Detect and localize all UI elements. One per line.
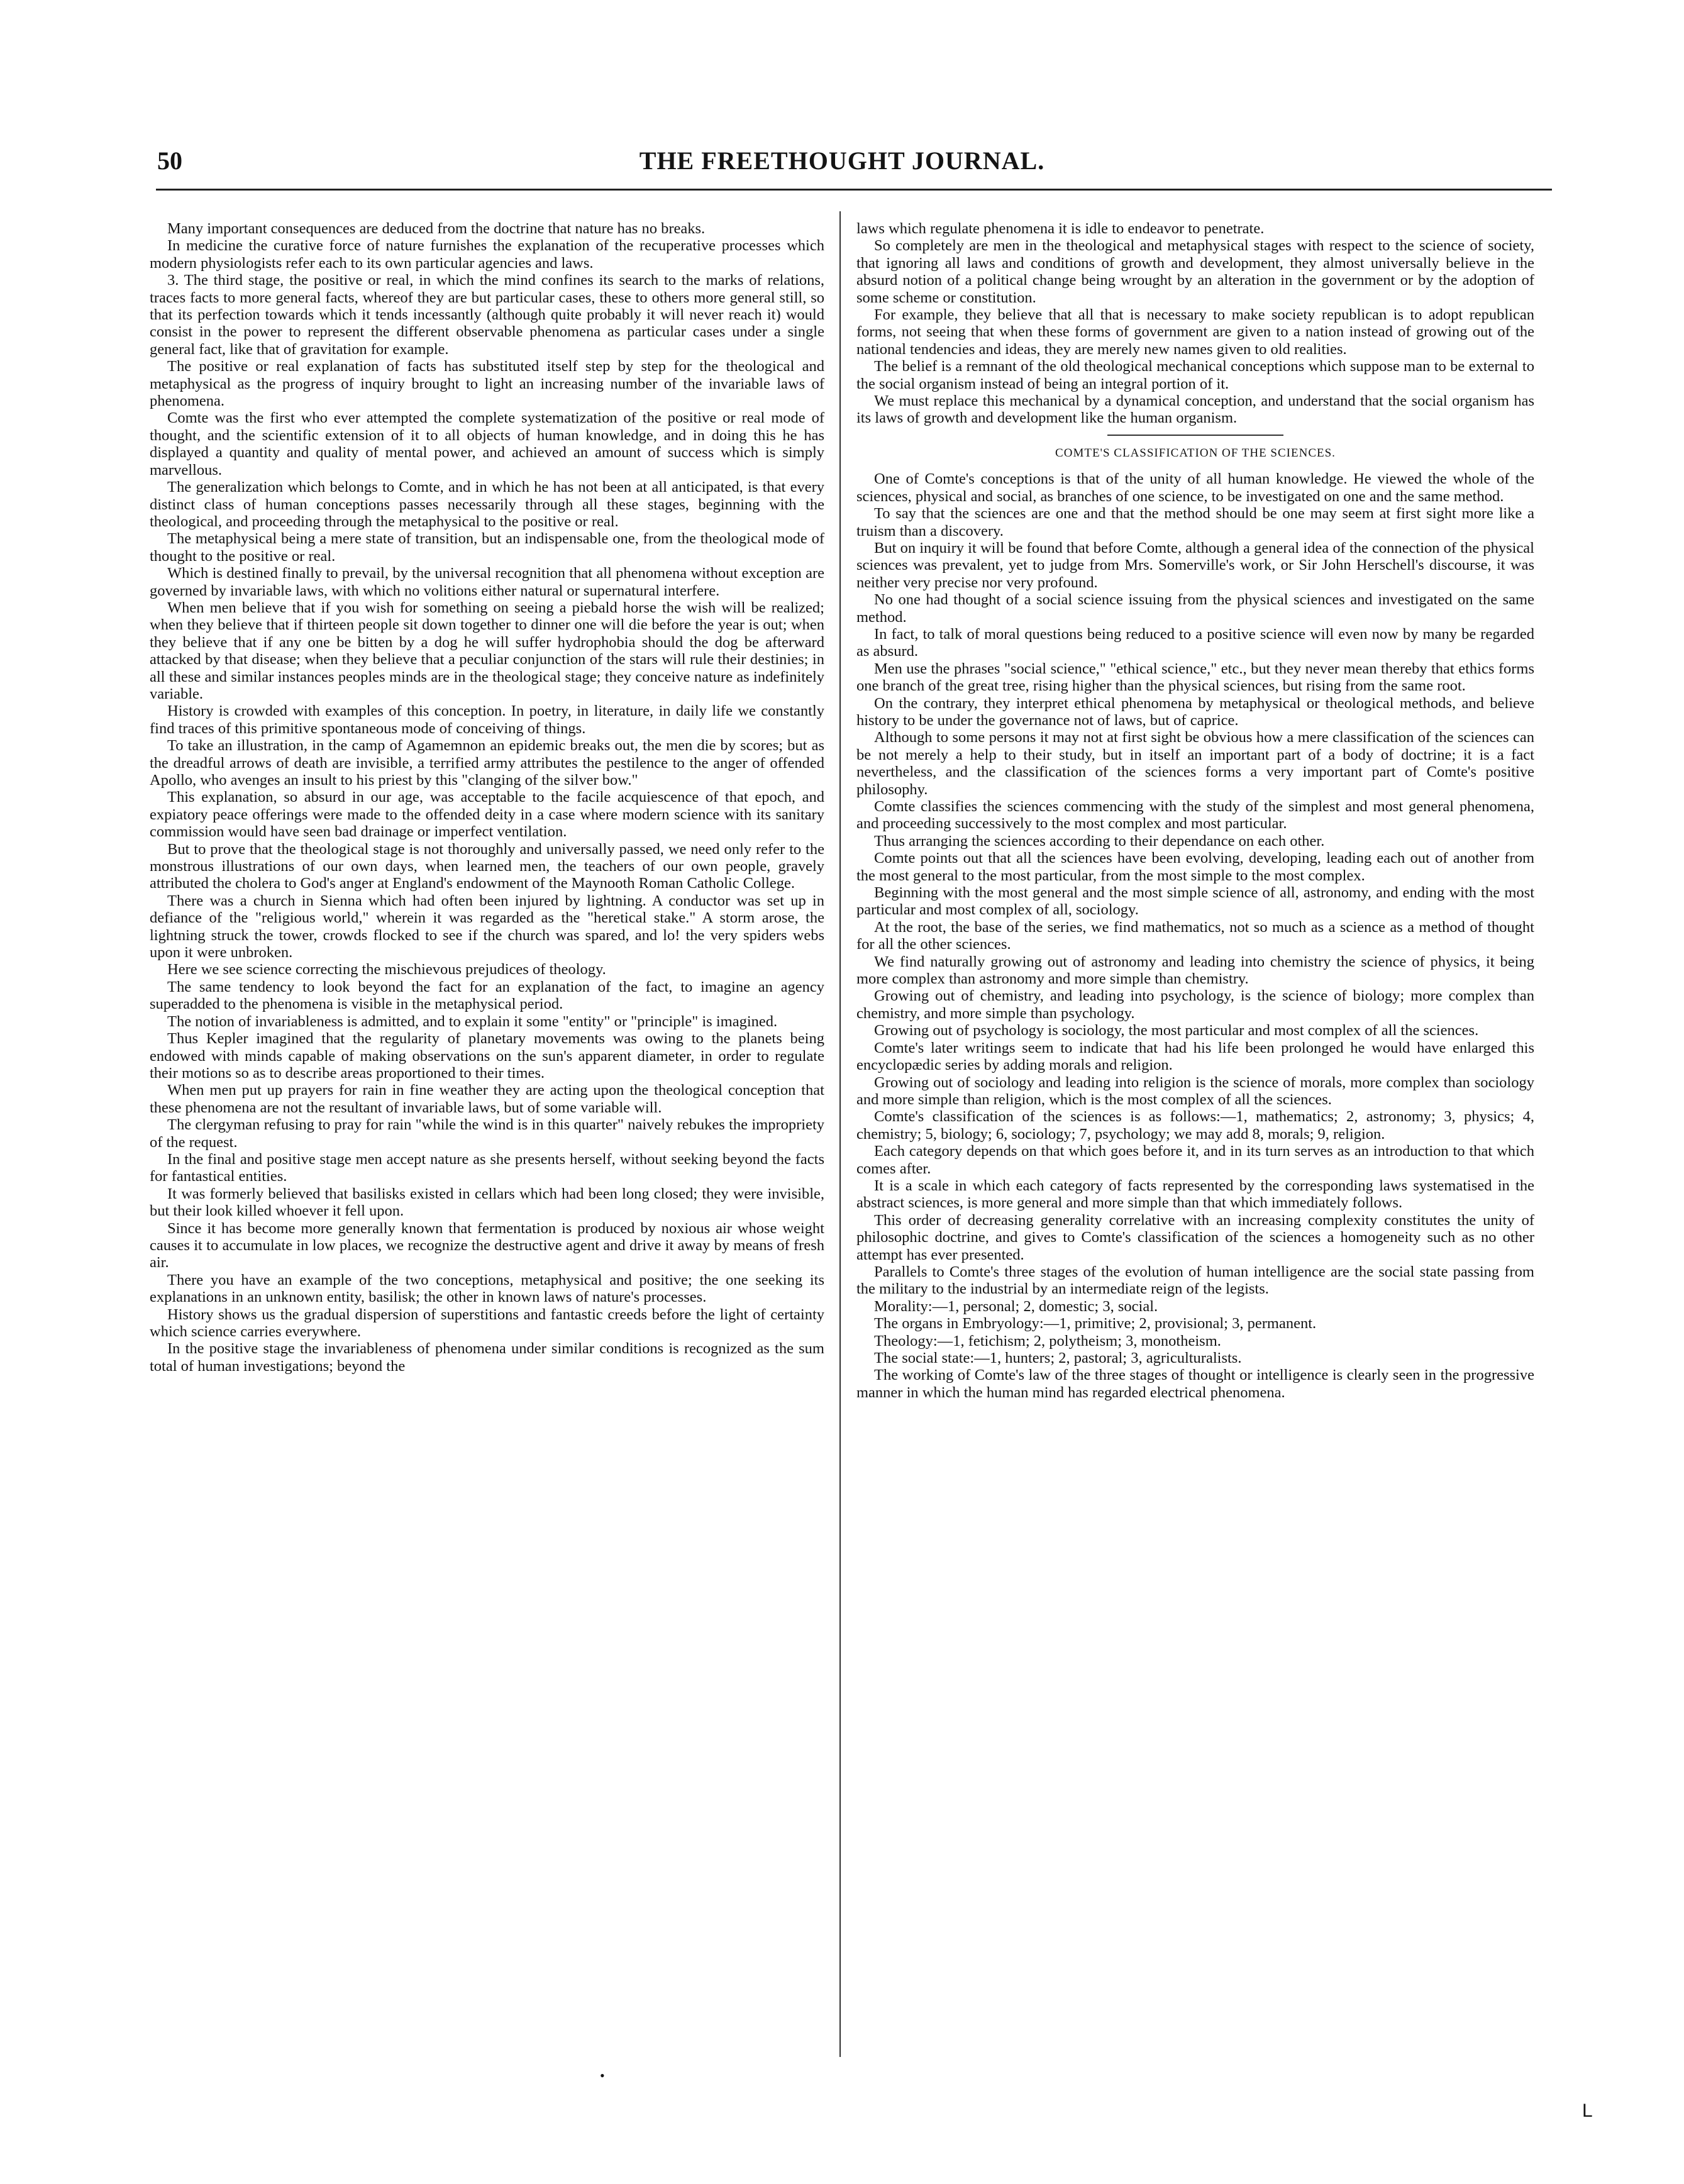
column-divider — [839, 211, 841, 2057]
paragraph: Since it has become more generally known that fermentation is produced by noxious air whose weight causes it to accumulate in low places, we recognize the destructive agent and drive it away by means of fresh air. — [150, 1219, 824, 1272]
right-column — [856, 220, 1534, 1401]
paragraph: On the contrary, they interpret ethical phenomena by metaphysical or theological methods, and believe history to be under the governance not of laws, but of caprice. — [856, 694, 1534, 729]
paragraph: Thus arranging the sciences according to their dependance on each other. — [874, 832, 1325, 850]
paragraph: Morality:—1, personal; 2, domestic; 3, social. — [874, 1297, 1158, 1315]
paragraph: Many important consequences are deduced from the doctrine that nature has no breaks. — [167, 220, 706, 237]
paragraph: The metaphysical being a mere state of transition, but an indispensable one, from the theological mode of thought to the positive or real. — [150, 530, 824, 565]
paragraph: The notion of invariableness is admitted, and to explain it some "entity" or "principle" is imagined. — [167, 1012, 778, 1030]
paragraph: One of Comte's conceptions is that of the unity of all human knowledge. He viewed the whole of the sciences, physical and social, as branches of one science, to be investigated on one and the same method. — [856, 470, 1534, 505]
paragraph: Here we see science correcting the mischievous prejudices of theology. — [167, 961, 606, 978]
paragraph: Growing out of chemistry, and leading into psychology, is the science of biology; more complex than chemistry, and more simple than psychology. — [856, 987, 1534, 1022]
paragraph: Comte points out that all the sciences have been evolving, developing, leading each out of another from the most general to the most particular, from the most simple to the most complex. — [856, 850, 1534, 884]
paragraph: 3. The third stage, the positive or real, in which the mind confines its search to the marks of relations, traces facts to more general facts, whereof they are but particular cases, these to others more general still, so that its perfection towards which it tends incessantly (although quite probably it will never reach it) would consist in the power to represent the different observable phenomena as particular cases under a single general fact, like that of gravitation for example. — [150, 272, 824, 358]
paragraph: Growing out of psychology is sociology, the most particular and most complex of all the sciences. — [874, 1022, 1479, 1039]
paragraph: The belief is a remnant of the old theological mechanical conceptions which suppose man to be external to the social organism instead of being an integral portion of it. — [856, 358, 1534, 392]
paragraph: The positive or real explanation of facts has substituted itself step by step for the theological and metaphysical as the progress of inquiry brought to light an increasing number of the invariable laws of phenomena. — [150, 358, 824, 410]
paragraph: Comte classifies the sciences commencing with the study of the simplest and most general phenomena, and proceeding successively to the most complex and most particular. — [856, 798, 1534, 833]
paragraph: When men believe that if you wish for something on seeing a piebald horse the wish will be realized; when they believe that if thirteen people sit down together to dinner one will die before the year is out; when they believe that if any one be bitten by a dog he will suffer hydrophobia should the dog be afterward attacked by that disease; when they believe that a peculiar conjunction of the stars will rule their destinies; in all these and similar instances peoples minds are in the theological stage; they conceive nature as indefinitely variable. — [150, 599, 824, 702]
paragraph: Growing out of sociology and leading into religion is the science of morals, more complex than sociology and more simple than religion, which is the most complex of all the sciences. — [856, 1073, 1534, 1108]
right-column-upper-text — [856, 220, 1534, 427]
header-rule — [156, 189, 1552, 191]
paragraph: At the root, the base of the series, we find mathematics, not so much as a science as a method of thought for all the other sciences. — [856, 918, 1534, 953]
journal-title: THE FREETHOUGHT JOURNAL. — [639, 147, 1045, 175]
paragraph: To take an illustration, in the camp of Agamemnon an epidemic breaks out, the men die by scores; but as the dreadful arrows of death are invisible, a terrified army attributes the pestilence to the anger of offended Apollo, who avenges an insult to his priest by this "clanging of the silver bow." — [150, 737, 824, 789]
paragraph: In medicine the curative force of nature furnishes the explanation of the recuperative processes which modern physiologists refer each to its own particular agencies and laws. — [150, 237, 824, 272]
paragraph: The clergyman refusing to pray for rain "while the wind is in this quarter" naively rebukes the impropriety of the request. — [150, 1116, 824, 1151]
paragraph: We find naturally growing out of astronomy and leading into chemistry the science of physics, it being more complex than astronomy and more simple than chemistry. — [856, 953, 1534, 988]
paragraph: For example, they believe that all that is necessary to make society republican is to adopt republican forms, not seeing that when these forms of government are given to a nation instead of growing out of the national tendencies and ideas, they are merely new names given to old realities. — [856, 306, 1534, 358]
paragraph: Beginning with the most general and the most simple science of all, astronomy, and ending with the most particular and most complex of all, sociology. — [856, 884, 1534, 919]
paragraph: Although to some persons it may not at first sight be obvious how a mere classification of the sciences can be not merely a help to their study, but in itself an important part of a body of doctrine; it is a fact nevertheless, and the classification of the sciences forms a very important part of Comte's positive philosophy. — [856, 729, 1534, 798]
page-number: 50 — [157, 147, 182, 175]
paragraph: History is crowded with examples of this conception. In poetry, in literature, in daily life we constantly find traces of this primitive spontaneous mode of conceiving of things. — [150, 702, 824, 737]
paragraph: Comte was the first who ever attempted the complete systematization of the positive or real mode of thought, and the scientific extension of it to all objects of human knowledge, and in doing this he has displayed a quantity and quality of mental power, and achieved an amount of success which is simply marvellous. — [150, 409, 824, 479]
paragraph: But to prove that the theological stage is not thoroughly and universally passed, we need only refer to the monstrous illustrations of our own days, when learned men, the teachers of our own people, gravely attributed the cholera to God's anger at England's endowment of the Maynooth Roman Catholic College. — [150, 840, 824, 892]
paragraph: The organs in Embryology:—1, primitive; 2, provisional; 3, permanent. — [874, 1315, 1317, 1333]
section-rule — [1107, 435, 1283, 436]
paragraph: Which is destined finally to prevail, by the universal recognition that all phenomena without exception are governed by invariable laws, with which no volitions either natural or supernatural interfere. — [150, 565, 824, 599]
paragraph: So completely are men in the theological and metaphysical stages with respect to the science of society, that ignoring all laws and conditions of growth and development, they almost universally believe in the absurd notion of a political change being wrought by an alteration in the government or by the adoption of some scheme or constitution. — [856, 237, 1534, 306]
paragraph: The same tendency to look beyond the fact for an explanation of the fact, to imagine an agency superadded to the phenomena is visible in the metaphysical period. — [150, 978, 824, 1013]
paragraph: This order of decreasing generality correlative with an increasing complexity constitutes the unity of philosophic doctrine, and gives to Comte's classification of the sciences a homogeneity such as no other attempt has ever presented. — [856, 1211, 1534, 1263]
paragraph: Theology:—1, fetichism; 2, polytheism; 3, monotheism. — [874, 1332, 1221, 1350]
paragraph: Comte's classification of the sciences is as follows:—1, mathematics; 2, astronomy; 3, physics; 4, chemistry; 5, biology; 6, sociology; 7, psychology; we may add 8, morals; 9, religion. — [856, 1108, 1534, 1143]
left-column — [150, 220, 824, 1375]
paragraph: In the final and positive stage men accept nature as she presents herself, without seeking beyond the facts for fantastical entities. — [150, 1150, 824, 1185]
paragraph: Each category depends on that which goes before it, and in its turn serves as an introduction to that which comes after. — [856, 1143, 1534, 1177]
paragraph: The generalization which belongs to Comte, and in which he has not been at all anticipated, is that every distinct class of human conceptions passes necessarily through all these stages, beginning with the theological, and proceeding through the metaphysical to the positive or real. — [150, 479, 824, 530]
paragraph: In fact, to talk of moral questions being reduced to a positive science will even now by many be regarded as absurd. — [856, 625, 1534, 660]
paragraph: We must replace this mechanical by a dynamical conception, and understand that the social organism has its laws of growth and development like the human organism. — [856, 392, 1534, 427]
paragraph: Thus Kepler imagined that the regularity of planetary movements was owing to the planets being endowed with minds capable of making observations on the sun's apparent diameter, in order to regulate their motions so as to describe areas proportioned to their times. — [150, 1030, 824, 1082]
paragraph: There you have an example of the two conceptions, metaphysical and positive; the one seeking its explanations in an unknown entity, basilisk; the other in known laws of nature's processes. — [150, 1271, 824, 1306]
paragraph: The working of Comte's law of the three stages of thought or intelligence is clearly seen in the progressive manner in which the human mind has regarded electrical phenomena. — [856, 1366, 1534, 1401]
paragraph: Comte's later writings seem to indicate that had his life been prolonged he would have enlarged this encyclopædic series by adding morals and religion. — [856, 1039, 1534, 1074]
footer-bullet: • — [600, 2068, 605, 2083]
paragraph: Men use the phrases "social science," "ethical science," etc., but they never mean thereby that ethics forms one branch of the great tree, rising higher than the physical sciences, but rising from the same root. — [856, 660, 1534, 695]
paragraph: To say that the sciences are one and that the method should be one may seem at first sight more like a truism than a discovery. — [856, 505, 1534, 540]
paragraph: No one had thought of a social science issuing from the physical sciences and investigated on the same method. — [856, 591, 1534, 626]
paragraph: laws which regulate phenomena it is idle to endeavor to penetrate. — [856, 220, 1265, 237]
section-heading: COMTE'S CLASSIFICATION OF THE SCIENCES. — [1055, 446, 1336, 460]
paragraph: When men put up prayers for rain in fine weather they are acting upon the theological conception that these phenomena are not the resultant of invariable laws, but of some variable will. — [150, 1082, 824, 1116]
paragraph: This explanation, so absurd in our age, was acceptable to the facile acquiescence of that epoch, and expiatory peace offerings were made to the offended deity in a case where modern science with its sanitary commission would have seen bad drainage or imperfect ventilation. — [150, 789, 824, 841]
paragraph: History shows us the gradual dispersion of superstitions and fantastic creeds before the light of certainty which science carries everywhere. — [150, 1305, 824, 1340]
paragraph: The social state:—1, hunters; 2, pastoral; 3, agriculturalists. — [874, 1350, 1242, 1366]
paragraph: There was a church in Sienna which had often been injured by lightning. A conductor was set up in defiance of the "religious world," wherein it was regarded as the "heretical stake." A storm arose, the lightning struck the tower, crowds flocked to see if the church was spared, and lo! the very spiders webs upon it were unbroken. — [150, 892, 824, 962]
paragraph: It is a scale in which each category of facts represented by the corresponding laws systematised in the abstract sciences, is more general and more simple than that which immediately follows. — [856, 1177, 1534, 1212]
corner-mark: L — [1582, 2100, 1593, 2121]
right-column-lower-text — [856, 470, 1534, 1401]
paragraph: It was formerly believed that basilisks existed in cellars which had been long closed; they were invisible, but their look killed whoever it fell upon. — [150, 1185, 824, 1220]
paragraph: Parallels to Comte's three stages of the evolution of human intelligence are the social state passing from the military to the industrial by an intermediate reign of the legists. — [856, 1263, 1534, 1298]
paragraph: But on inquiry it will be found that before Comte, although a general idea of the connection of the physical sciences was prevalent, yet to judge from Mrs. Somerville's work, or Sir John Herschell's discourse, it was neither very precise nor very profound. — [856, 539, 1534, 591]
paragraph: In the positive stage the invariableness of phenomena under similar conditions is recognized as the sum total of human investigations; beyond the — [150, 1340, 824, 1375]
